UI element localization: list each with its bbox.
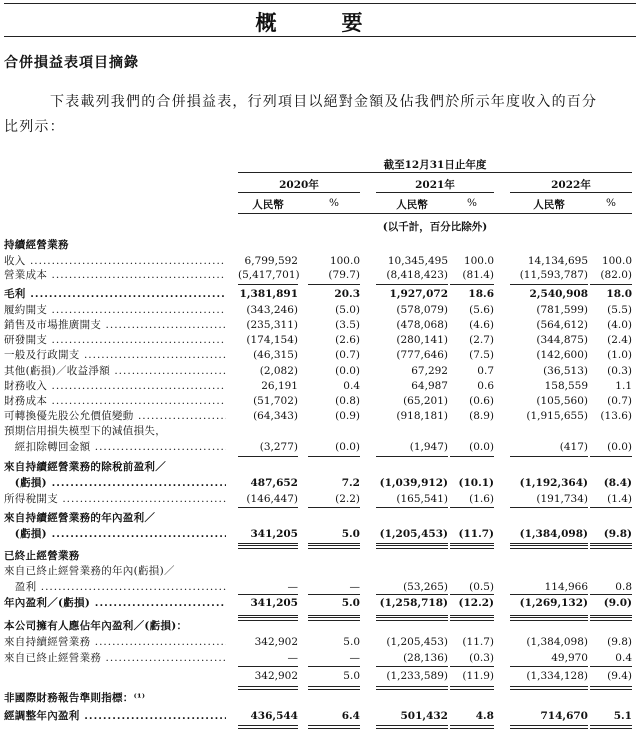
row-value: 5.0 (343, 670, 360, 682)
table-row (0, 651, 640, 666)
row-label: 來自持續經營業務的除稅前盈利／ (4, 461, 166, 473)
table-row (0, 549, 640, 564)
row-value: (4.0) (607, 319, 632, 331)
row-value: (81.4) (462, 269, 494, 281)
total-double-rule (238, 725, 298, 729)
table-row (0, 476, 640, 491)
row-value: 5.0 (341, 528, 360, 540)
row-value: (0.3) (469, 652, 494, 664)
subtotal-rule (308, 456, 360, 457)
row-value: 20.3 (334, 288, 360, 300)
row-label: 財務收入 ..... (4, 379, 226, 394)
subtotal-rule (510, 284, 588, 285)
row-value: 341,205 (250, 528, 298, 540)
col-rmb-2022: 人民幣 (533, 199, 565, 211)
intro-line-1: 下表載列我們的合併損益表，行列項目以絕對金額及佔我們於所示年度收入的百分 (50, 94, 598, 110)
row-value: (1.6) (469, 493, 494, 505)
row-value: (1,334,128) (526, 670, 588, 682)
subtotal-rule (308, 284, 360, 285)
row-label: 營業成本 ..... (4, 268, 226, 283)
total-double-rule (308, 686, 360, 690)
subtotal-rule (376, 543, 448, 544)
table-row (0, 254, 640, 269)
row-value: (1.4) (607, 493, 632, 505)
row-value: 18.0 (606, 288, 632, 300)
row-value: (478,068) (396, 319, 448, 331)
subtotal-rule (590, 615, 632, 616)
row-value: (5,417,701) (238, 269, 300, 281)
row-value: (564,612) (536, 319, 588, 331)
row-value: 26,191 (261, 380, 298, 392)
row-value: 7.2 (341, 477, 360, 489)
row-value: 0.7 (477, 365, 494, 377)
total-double-rule (510, 725, 588, 729)
subtotal-rule (510, 543, 588, 544)
row-value: (0.0) (335, 441, 360, 453)
table-row (0, 511, 640, 526)
row-value: (142,600) (536, 349, 588, 361)
year-rule-2021 (376, 192, 494, 193)
row-value: 18.6 (468, 288, 494, 300)
table-row (0, 424, 640, 439)
row-value: (1,384,098) (526, 636, 588, 648)
table-row (0, 238, 640, 253)
table-row (0, 364, 640, 379)
subtotal-rule (590, 666, 632, 667)
page-title: 概 要 (255, 10, 385, 35)
table-row (0, 527, 640, 542)
total-double-rule (238, 686, 298, 690)
subtotal-rule (308, 666, 360, 667)
row-label: 可轉換優先股公允價值變動 ..... (4, 409, 226, 424)
row-value: — (349, 581, 360, 593)
table-row (0, 619, 640, 634)
row-label: 經調整年內盈利 ..... (4, 709, 226, 724)
row-value: (0.7) (607, 395, 632, 407)
row-value: 0.6 (477, 380, 494, 392)
row-value: (82.0) (600, 269, 632, 281)
subtotal-rule (450, 666, 494, 667)
table-row (0, 596, 640, 611)
row-value: (8,418,423) (386, 269, 448, 281)
table-row (0, 379, 640, 394)
intro-line-2: 比列示： (4, 119, 65, 135)
row-value: (1,258,718) (379, 597, 448, 609)
row-label: 預期信用損失模型下的減值損失， (4, 425, 166, 437)
row-value: 501,432 (400, 710, 448, 722)
row-value: (2,082) (259, 365, 298, 377)
row-value: (777,646) (396, 349, 448, 361)
row-value: 158,559 (544, 380, 588, 392)
row-label: 一般及行政開支 ..... (4, 348, 226, 363)
row-value: (1,384,098) (519, 528, 588, 540)
subtotal-rule (238, 507, 298, 508)
total-double-rule (450, 725, 494, 729)
subtotal-rule (590, 456, 632, 457)
title-rule (4, 36, 636, 37)
row-value: (174,154) (246, 334, 298, 346)
total-double-rule (238, 617, 298, 621)
subtotal-rule (450, 507, 494, 508)
row-label: (虧損) ..... (4, 476, 226, 491)
table-row (0, 669, 640, 684)
subtotal-rule (376, 456, 448, 457)
table-row (0, 635, 640, 650)
row-value: 14,134,695 (527, 255, 588, 267)
row-value: (2.6) (335, 334, 360, 346)
row-value: (2.7) (469, 334, 494, 346)
subtotal-rule (308, 507, 360, 508)
row-value: 6.4 (341, 710, 360, 722)
col-pct-2020: % (329, 197, 339, 209)
row-value: 10,345,495 (387, 255, 448, 267)
total-double-rule (590, 545, 632, 549)
row-value: 0.4 (343, 380, 360, 392)
row-value: (64,343) (253, 410, 298, 422)
row-value: (8.9) (469, 410, 494, 422)
table-row (0, 564, 640, 579)
row-value: 64,987 (411, 380, 448, 392)
row-value: (9.8) (603, 528, 632, 540)
table-row (0, 691, 640, 706)
period-label: 截至12月31日止年度 (383, 159, 487, 171)
year-rule-2022 (510, 192, 632, 193)
table-row (0, 318, 640, 333)
row-value: (918,181) (396, 410, 448, 422)
row-label: 年內盈利／(虧損) ..... (4, 596, 226, 611)
subtotal-rule (376, 666, 448, 667)
row-label: 本公司擁有人應佔年內盈利／(虧損)： (4, 620, 188, 632)
row-value: (344,875) (536, 334, 588, 346)
row-label: 盈利 ..... (4, 580, 226, 595)
row-value: 5.0 (343, 636, 360, 648)
row-label: 研發開支 ..... (4, 333, 226, 348)
row-value: (0.6) (469, 395, 494, 407)
subtotal-rule (238, 594, 298, 595)
subtotal-rule (510, 615, 588, 616)
subtotal-rule (238, 543, 298, 544)
year-2020: 2020年 (279, 179, 319, 191)
row-value: (0.0) (607, 441, 632, 453)
subtotal-rule (238, 456, 298, 457)
row-value: (1,269,132) (519, 597, 588, 609)
row-value: (3,277) (259, 441, 298, 453)
row-value: (5.0) (335, 304, 360, 316)
year-rule-2020 (238, 192, 360, 193)
row-label: 已終止經營業務 (4, 550, 80, 562)
row-value: (105,560) (536, 395, 588, 407)
row-value: (146,447) (246, 493, 298, 505)
row-value: (0.3) (607, 365, 632, 377)
header-rule (238, 213, 632, 214)
row-value: (3.5) (335, 319, 360, 331)
subtotal-rule (376, 284, 448, 285)
row-value: 436,544 (250, 710, 298, 722)
subtotal-rule (308, 615, 360, 616)
row-value: 100.0 (329, 255, 360, 267)
row-value: 341,205 (250, 597, 298, 609)
row-value: 487,652 (250, 477, 298, 489)
row-value: — (349, 652, 360, 664)
row-value: 2,540,908 (529, 288, 588, 300)
subtotal-rule (238, 284, 298, 285)
row-value: (781,599) (536, 304, 588, 316)
table-row (0, 394, 640, 409)
table-row (0, 709, 640, 724)
row-label: 收入 ..... (4, 254, 226, 269)
row-value: 1.1 (615, 380, 632, 392)
total-double-rule (450, 617, 494, 621)
subtotal-rule (308, 543, 360, 544)
row-label: 來自已終止經營業務的年內(虧損)／ (4, 565, 175, 577)
total-double-rule (238, 545, 298, 549)
row-label: (虧損) ..... (4, 527, 226, 542)
row-label: 經扣除轉回金額 ..... (4, 440, 226, 455)
row-value: 5.1 (613, 710, 632, 722)
subtotal-rule (590, 594, 632, 595)
table-row (0, 460, 640, 475)
total-double-rule (510, 617, 588, 621)
total-double-rule (376, 545, 448, 549)
subtotal-rule (238, 666, 298, 667)
total-double-rule (308, 545, 360, 549)
row-value: 0.4 (615, 652, 632, 664)
row-value: 114,966 (544, 581, 588, 593)
subtotal-rule (376, 507, 448, 508)
total-double-rule (450, 545, 494, 549)
row-label: 財務成本 ..... (4, 394, 226, 409)
row-value: (1,233,589) (386, 670, 448, 682)
row-label: 來自已終止經營業務 ..... (4, 651, 226, 666)
row-value: (9.4) (607, 670, 632, 682)
row-value: (9.0) (603, 597, 632, 609)
row-value: 100.0 (463, 255, 494, 267)
row-value: (10.1) (458, 477, 494, 489)
row-value: 0.8 (615, 581, 632, 593)
table-row (0, 287, 640, 302)
total-double-rule (590, 725, 632, 729)
row-value: (11,593,787) (519, 269, 588, 281)
subtotal-rule (510, 456, 588, 457)
row-label: 其他(虧損)／收益淨額 ..... (4, 364, 226, 379)
subtotal-rule (450, 543, 494, 544)
subtotal-rule (376, 615, 448, 616)
total-double-rule (308, 617, 360, 621)
table-row (0, 268, 640, 283)
row-value: (9.8) (607, 636, 632, 648)
subtotal-rule (450, 615, 494, 616)
row-value: (11.9) (462, 670, 494, 682)
row-value: (165,541) (396, 493, 448, 505)
col-pct-2021: % (467, 197, 477, 209)
subtotal-rule (450, 594, 494, 595)
period-rule (238, 172, 632, 173)
row-value: (0.9) (335, 410, 360, 422)
row-value: (235,311) (246, 319, 298, 331)
year-2022: 2022年 (551, 179, 591, 191)
row-value: (2.4) (607, 334, 632, 346)
row-value: (578,079) (396, 304, 448, 316)
total-double-rule (376, 617, 448, 621)
subtotal-rule (450, 456, 494, 457)
row-value: (191,734) (536, 493, 588, 505)
table-row (0, 303, 640, 318)
table-row (0, 492, 640, 507)
col-rmb-2021: 人民幣 (396, 199, 428, 211)
subtotal-rule (450, 284, 494, 285)
row-value: (0.8) (335, 395, 360, 407)
row-value: (28,136) (403, 652, 448, 664)
row-value: (0.5) (469, 581, 494, 593)
row-value: 1,381,891 (239, 288, 298, 300)
col-rmb-2020: 人民幣 (252, 199, 284, 211)
row-value: (280,141) (396, 334, 448, 346)
row-value: 4.8 (475, 710, 494, 722)
subtotal-rule (308, 594, 360, 595)
row-value: (0.0) (335, 365, 360, 377)
table-row (0, 333, 640, 348)
table-row (0, 440, 640, 455)
row-value: (11.7) (462, 636, 494, 648)
row-value: (1,947) (409, 441, 448, 453)
section-heading: 合併損益表項目摘錄 (4, 55, 139, 71)
total-double-rule (308, 725, 360, 729)
row-value: (0.0) (469, 441, 494, 453)
table-row (0, 348, 640, 363)
row-value: (4.6) (469, 319, 494, 331)
table-row (0, 580, 640, 595)
subtotal-rule (510, 666, 588, 667)
row-value: 1,927,072 (389, 288, 448, 300)
row-value: (5.5) (607, 304, 632, 316)
row-value: (343,246) (246, 304, 298, 316)
row-label: 所得稅開支 ..... (4, 492, 226, 507)
row-value: (53,265) (403, 581, 448, 593)
total-double-rule (590, 686, 632, 690)
subtotal-rule (376, 594, 448, 595)
total-double-rule (450, 686, 494, 690)
row-label: 來自持續經營業務 ..... (4, 635, 226, 650)
row-value: (7.5) (469, 349, 494, 361)
total-double-rule (376, 686, 448, 690)
row-value: 49,970 (551, 652, 588, 664)
row-value: (1,039,912) (379, 477, 448, 489)
subtotal-rule (510, 594, 588, 595)
row-value: (8.4) (603, 477, 632, 489)
row-value: — (287, 581, 298, 593)
row-label: 來自持續經營業務的年內盈利／ (4, 512, 156, 524)
total-double-rule (510, 545, 588, 549)
row-value: (79.7) (328, 269, 360, 281)
row-label: 持續經營業務 (4, 239, 69, 251)
subtotal-rule (590, 284, 632, 285)
row-value: (13.6) (600, 410, 632, 422)
total-double-rule (376, 725, 448, 729)
subtotal-rule (238, 615, 298, 616)
row-value: 714,670 (540, 710, 588, 722)
subtotal-rule (590, 507, 632, 508)
subtotal-rule (590, 543, 632, 544)
row-label: 銷售及市場推廣開支 ..... (4, 318, 226, 333)
col-pct-2022: % (606, 197, 616, 209)
row-value: (65,201) (403, 395, 448, 407)
row-value: (46,315) (253, 349, 298, 361)
total-double-rule (590, 617, 632, 621)
row-value: 5.0 (341, 597, 360, 609)
row-value: (51,702) (253, 395, 298, 407)
table-row (0, 409, 640, 424)
row-value: (1.0) (607, 349, 632, 361)
row-value: — (287, 652, 298, 664)
row-value: (1,205,453) (379, 528, 448, 540)
top-rule (4, 3, 636, 4)
row-value: (417) (559, 441, 588, 453)
subtotal-rule (510, 507, 588, 508)
row-value: 100.0 (601, 255, 632, 267)
row-value: (11.7) (458, 528, 494, 540)
total-double-rule (510, 686, 588, 690)
row-value: (1,205,453) (386, 636, 448, 648)
row-value: 67,292 (411, 365, 448, 377)
unit-note: (以千計，百分比除外) (382, 221, 488, 233)
row-value: (0.7) (335, 349, 360, 361)
year-2021: 2021年 (415, 179, 455, 191)
row-label: 毛利 ..... (4, 287, 226, 302)
row-value: (1,915,655) (526, 410, 588, 422)
row-value: (5.6) (469, 304, 494, 316)
row-value: (36,513) (543, 365, 588, 377)
row-label: 履約開支 ..... (4, 303, 226, 318)
row-value: (2.2) (335, 493, 360, 505)
row-label: 非國際財務報告準則指標：⁽¹⁾ (4, 692, 146, 704)
row-value: (12.2) (458, 597, 494, 609)
row-value: 342,902 (254, 636, 298, 648)
row-value: 6,799,592 (244, 255, 298, 267)
row-value: (1,192,364) (519, 477, 588, 489)
row-value: 342,902 (254, 670, 298, 682)
